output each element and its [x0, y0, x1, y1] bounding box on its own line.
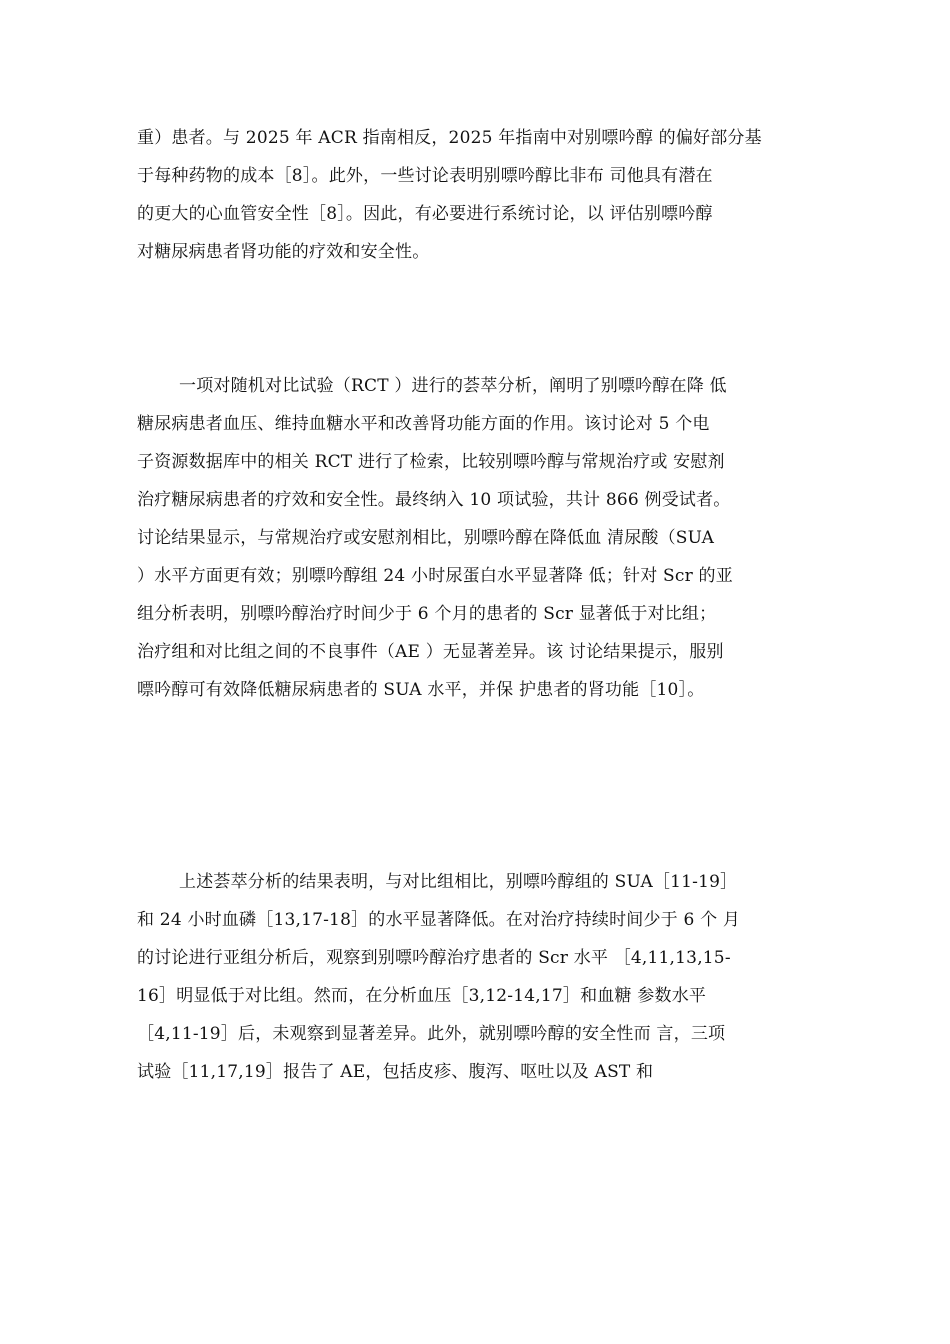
text-line: 讨论结果显示，与常规治疗或安慰剂相比，别嘌吟醇在降低血 清尿酸（SUA [137, 528, 715, 548]
text-line: 组分析表明，别嘌吟醇治疗时间少于 6 个月的患者的 Scr 显著低于对比组； [137, 604, 717, 624]
text-line: 试验［11,17,19］报告了 AE，包括皮疹、腹泻、呕吐以及 AST 和 [137, 1062, 654, 1082]
text-line: 和 24 小时血磷［13,17-18］的水平显著降低。在对治疗持续时间少于 6 个 月 [137, 910, 741, 930]
text-line: 嘌吟醇可有效降低糖尿病患者的 SUA 水平，并保 护患者的肾功能［10］。 [137, 680, 705, 700]
text-line: 一项对随机对比试验（RCT ）进行的荟萃分析，阐明了别嘌吟醇在降 低 [179, 376, 727, 396]
paragraph-1 [137, 119, 827, 271]
paragraph-3 [137, 863, 827, 1091]
text-line: 于每种药物的成本［8］。此外，一些讨论表明别嘌吟醇比非布 司他具有潜在 [137, 166, 713, 186]
text-line: 治疗组和对比组之间的不良事件（AE ）无显著差异。该 讨论结果提示，服别 [137, 642, 724, 662]
text-line: 糖尿病患者血压、维持血糖水平和改善肾功能方面的作用。该讨论对 5 个电 [137, 414, 710, 434]
paragraph-2 [137, 367, 827, 709]
text-line: ［4,11-19］后，未观察到显著差异。此外，就别嘌吟醇的安全性而 言，三项 [137, 1024, 726, 1044]
text-line: 的讨论进行亚组分析后，观察到别嘌吟醇治疗患者的 Scr 水平 ［4,11,13,15- [137, 948, 731, 968]
text-line: 对糖尿病患者肾功能的疗效和安全性。 [137, 242, 430, 262]
text-line: 重）患者。与 2025 年 ACR 指南相反，2025 年指南中对别嘌吟醇 的偏好部分基 [137, 128, 762, 148]
text-line: 上述荟萃分析的结果表明，与对比组相比，别嘌吟醇组的 SUA［11-19］ [179, 872, 738, 892]
text-line: 治疗糖尿病患者的疗效和安全性。最终纳入 10 项试验，共计 866 例受试者。 [137, 490, 731, 510]
text-line: 的更大的心血管安全性［8］。因此，有必要进行系统讨论，以 评估别嘌吟醇 [137, 204, 713, 224]
text-line: 16］明显低于对比组。然而，在分析血压［3,12-14,17］和血糖 参数水平 [137, 986, 707, 1006]
text-line: ）水平方面更有效；别嘌吟醇组 24 小时尿蛋白水平显著降 低；针对 Scr 的亚 [137, 566, 733, 586]
text-line: 子资源数据库中的相关 RCT 进行了检索，比较别嘌吟醇与常规治疗或 安慰剂 [137, 452, 725, 472]
